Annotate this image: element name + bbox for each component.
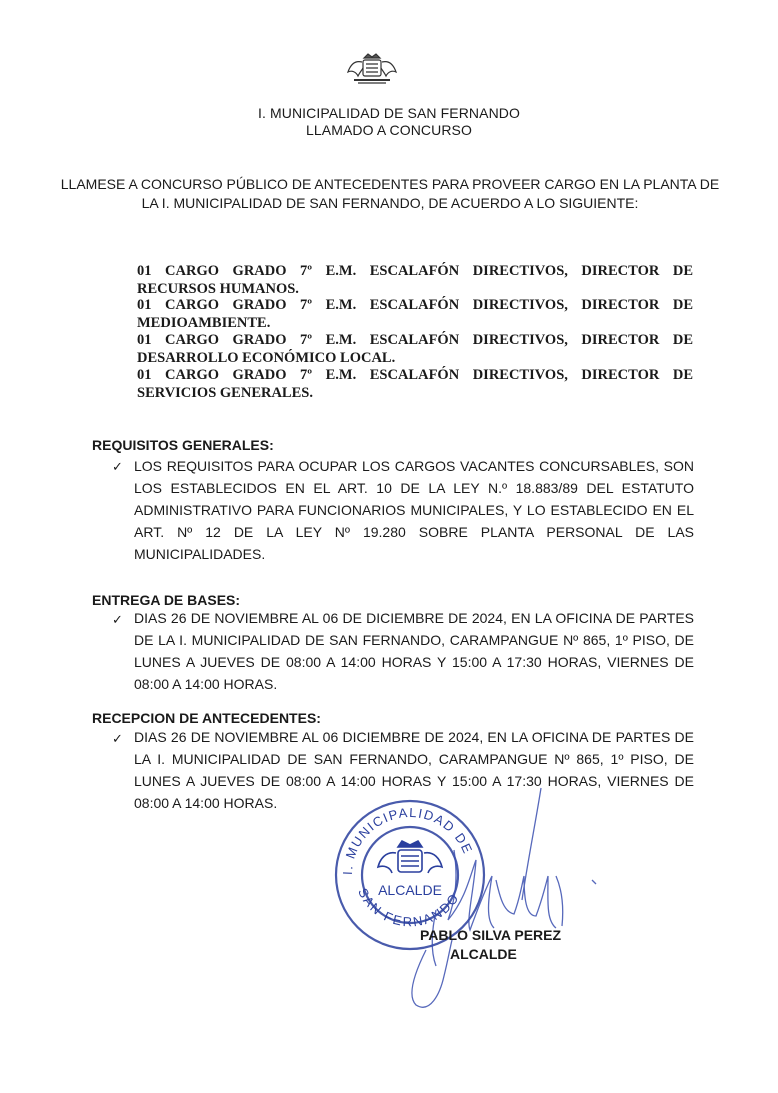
check-icon: ✓ (112, 612, 123, 627)
seal-bottom-text: SAN FERNANDO (355, 885, 463, 930)
cargo-item: 01 CARGO GRADO 7º E.M. ESCALAFÓN DIRECTIVOS, DIRECTOR DE MEDIOAMBIENTE. (137, 297, 693, 331)
header-subtitle: LLAMADO A CONCURSO (306, 122, 472, 138)
section-item-recepcion: DIAS 26 DE NOVIEMBRE AL 06 DICIEMBRE DE 2024, EN LA OFICINA DE PARTES DE LA I. MUNICIPALIDAD DE SAN FERNANDO, CARAMPANGUE Nº 865, 1º PISO, DE LUNES A JUEVES DE 08:00 A 14:00 HORAS Y 15:00 A 17:30 HORAS, VIERNES DE 08:00 A 14:00 HORAS. (134, 729, 694, 811)
section-title-requisitos: REQUISITOS GENERALES: (92, 437, 274, 453)
signatory-name: PABLO SILVA PEREZ (420, 927, 562, 943)
signatory-role: ALCALDE (450, 946, 517, 962)
check-icon: ✓ (112, 731, 123, 746)
signature-scribble (396, 780, 616, 1020)
intro-paragraph: LLAMESE A CONCURSO PÚBLICO DE ANTECEDENTES PARA PROVEER CARGO EN LA PLANTA DE LA I. MUNICIPALIDAD DE SAN FERNANDO, DE ACUERDO A LO SIGUIENTE: (60, 176, 720, 211)
seal-center-text: ALCALDE (378, 882, 442, 898)
section-item-requisitos: LOS REQUISITOS PARA OCUPAR LOS CARGOS VACANTES CONCURSABLES, SON LOS ESTABLECIDOS EN EL ART. 10 DE LA LEY N.º 18.883/89 DEL ESTATUTO ADMINISTRATIVO PARA FUNCIONARIOS MUNICIPALES, Y LO ESTABLECIDO EN EL ART. Nº 12 DE LA LEY Nº 19.280 SOBRE PLANTA PERSONAL DE LAS MUNICIPALIDADES. (134, 458, 694, 562)
cargo-item: 01 CARGO GRADO 7º E.M. ESCALAFÓN DIRECTIVOS, DIRECTOR DE RECURSOS HUMANOS. (137, 263, 693, 297)
section-title-entrega: ENTREGA DE BASES: (92, 592, 241, 608)
cargo-item: 01 CARGO GRADO 7º E.M. ESCALAFÓN DIRECTIVOS, DIRECTOR DE SERVICIOS GENERALES. (137, 367, 693, 401)
cargo-item: 01 CARGO GRADO 7º E.M. ESCALAFÓN DIRECTIVOS, DIRECTOR DE DESARROLLO ECONÓMICO LOCAL. (137, 332, 693, 366)
check-icon: ✓ (112, 459, 123, 474)
section-item-entrega: DIAS 26 DE NOVIEMBRE AL 06 DE DICIEMBRE DE 2024, EN LA OFICINA DE PARTES DE LA I. MUNICIPALIDAD DE SAN FERNANDO, CARAMPANGUE Nº 865, 1º PISO, DE LUNES A JUEVES DE 08:00 A 14:00 HORAS Y 15:00 A 17:30 HORAS, VIERNES DE 08:00 A 14:00 HORAS. (134, 610, 694, 692)
seal-top-text: I. MUNICIPALIDAD DE (339, 804, 476, 876)
section-title-recepcion: RECEPCION DE ANTECEDENTES: (92, 710, 321, 726)
municipal-crest-icon (344, 52, 400, 86)
header-org: I. MUNICIPALIDAD DE SAN FERNANDO (258, 105, 520, 121)
